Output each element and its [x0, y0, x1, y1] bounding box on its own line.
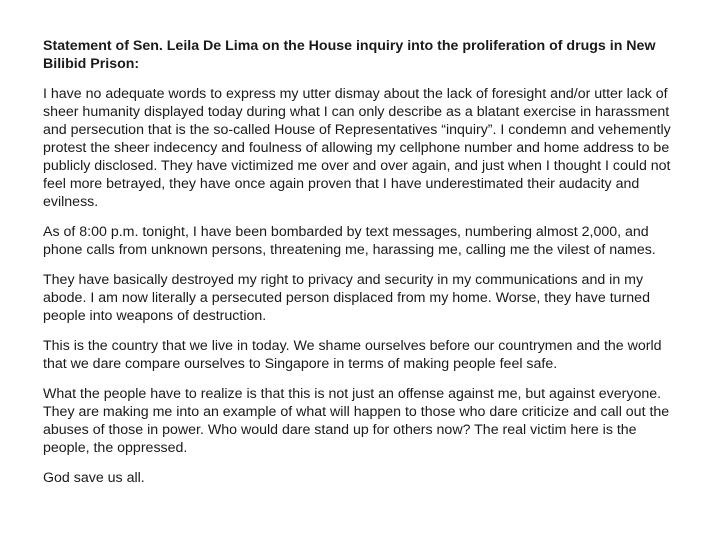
statement-document: [43, 37, 683, 499]
paragraph-people-realize: What the people have to realize is that this is not just an offense against me, but against everyone. They are making me into an example of what will happen to those who dare criticize and call out the abuses of those in power. Who would dare stand up for others now? The real victim here is the people, the oppressed.: [43, 386, 670, 456]
paragraph-country: This is the country that we live in today. We shame ourselves before our countrymen and the world that we dare compare ourselves to Singapore in terms of making people feel safe.: [43, 338, 662, 372]
paragraph-privacy: They have basically destroyed my right to privacy and security in my communications and in my abode. I am now literally a persecuted person displaced from my home. Worse, they have turned people into weapons of destruction.: [43, 272, 650, 324]
paragraph-closing: God save us all.: [43, 470, 145, 486]
paragraph-dismay: I have no adequate words to express my utter dismay about the lack of foresight and/or utter lack of sheer humanity displayed today during what I can only describe as a blatant exercise in harassment and persecution that is the so-called House of Representatives “inquiry”. I condemn and vehemently protest the sheer indecency and foulness of allowing my cellphone number and home address to be publicly disclosed. They have victimized me over and over again, and just when I thought I could not feel more betrayed, they have once again proven that I have underestimated their audacity and evilness.: [43, 86, 671, 210]
statement-title: Statement of Sen. Leila De Lima on the House inquiry into the proliferation of drugs in New Bilibid Prison:: [43, 38, 656, 72]
paragraph-text-messages: As of 8:00 p.m. tonight, I have been bombarded by text messages, numbering almost 2,000, and phone calls from unknown persons, threatening me, harassing me, calling me the vilest of names.: [43, 224, 656, 258]
